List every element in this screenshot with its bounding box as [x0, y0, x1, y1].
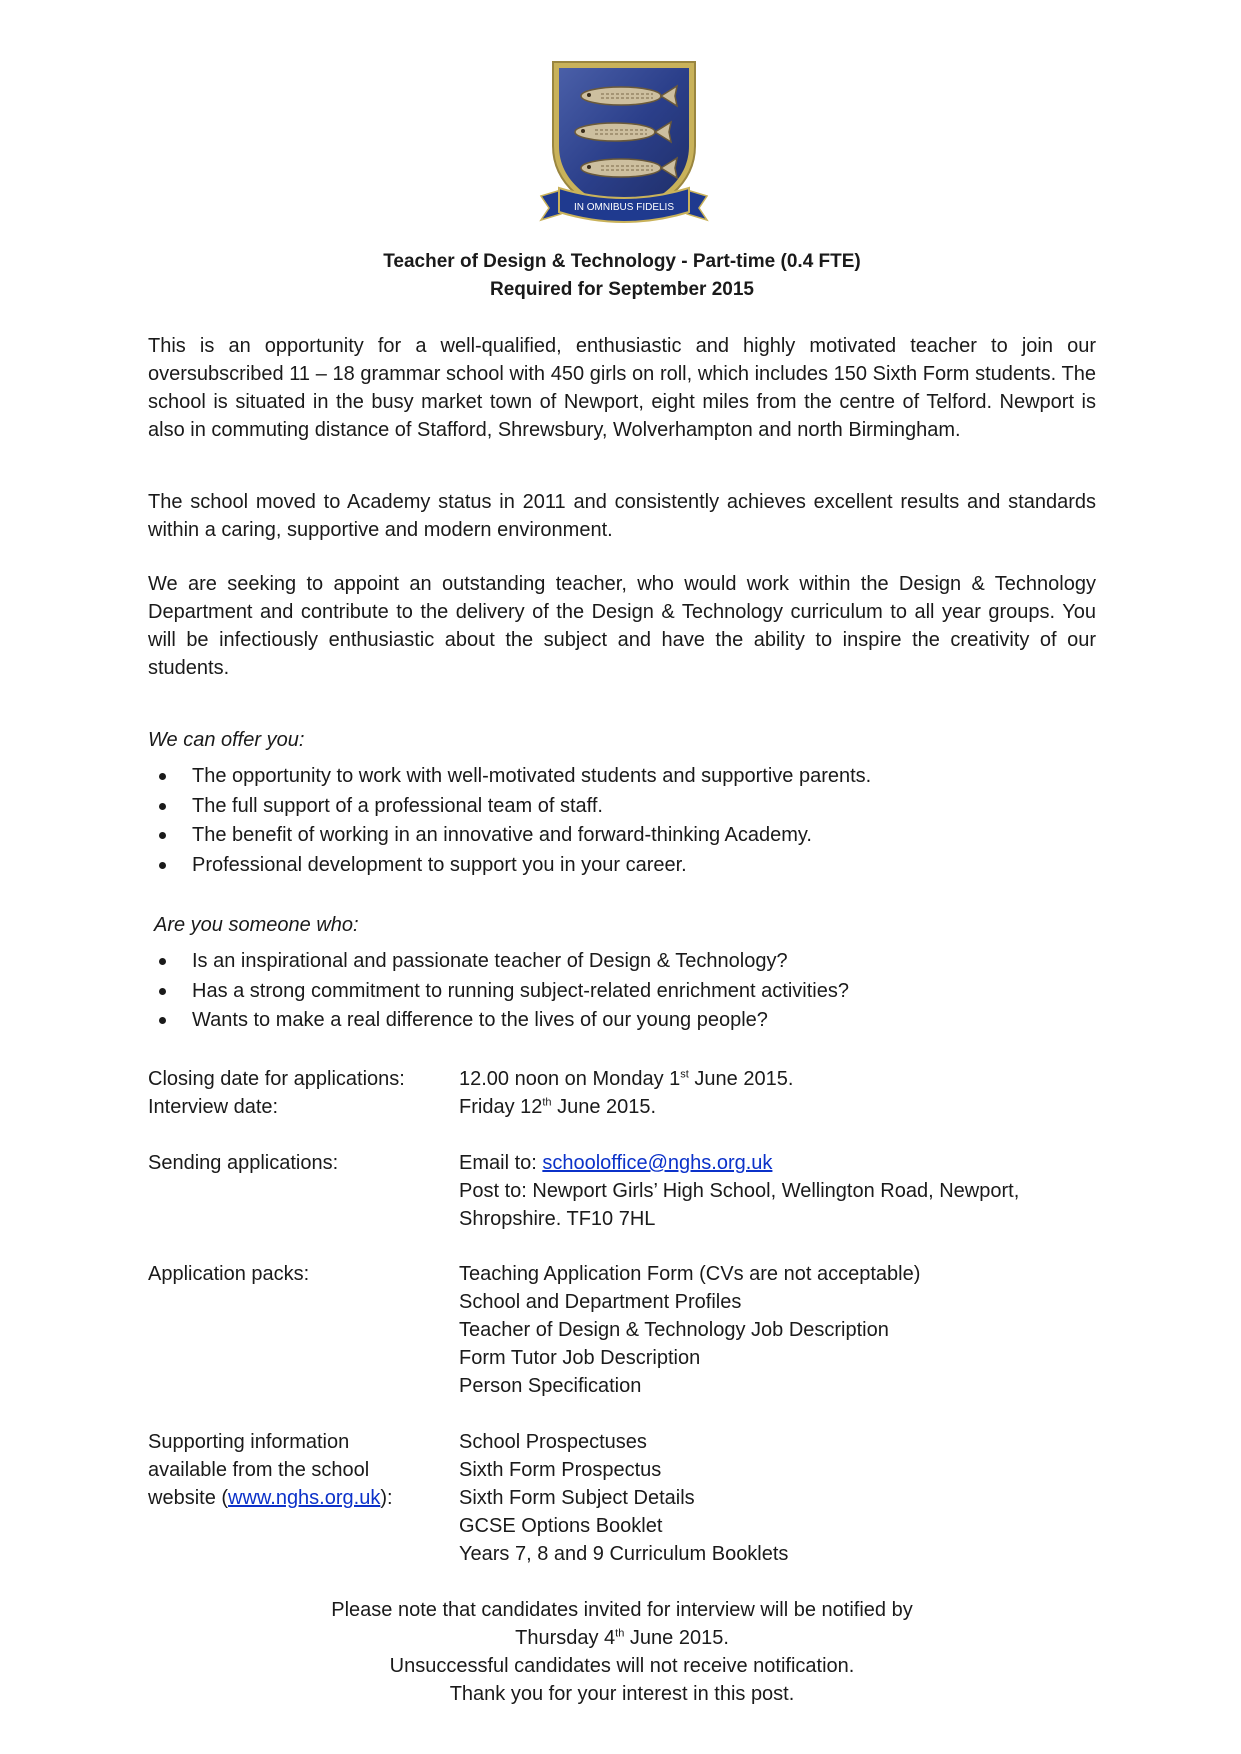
title-line-2: Required for September 2015 [490, 279, 754, 300]
title-line-1: Teacher of Design & Technology - Part-time (0.4 FTE) [383, 251, 861, 272]
pack-item: Person Specification [459, 1375, 642, 1397]
interview-date-value: Friday 12th June 2015. [459, 1096, 657, 1118]
someone-heading: Are you someone who: [154, 914, 359, 936]
packs-label: Application packs: [148, 1263, 310, 1285]
offer-heading: We can offer you: [148, 729, 305, 751]
role-paragraph: We are seeking to appoint an outstanding teacher, who would work within the Design & Technology Department and contribute to the delivery of the Design & Technology curriculum to all year groups. You will be infectiously enthusiastic about the subject and have the ability to inspire the creativity of our students. [148, 573, 1096, 679]
intro-paragraph: This is an opportunity for a well-qualified, enthusiastic and highly motivated teacher to join our oversubscribed 11 – 18 grammar school with 450 girls on roll, which includes 150 Sixth Form students. The school is situated in the busy market town of Newport, eight miles from the centre of Telford. Newport is also in commuting distance of Stafford, Shrewsbury, Wolverhampton and north Birmingham. [148, 335, 1096, 441]
support-item: School Prospectuses [459, 1431, 647, 1453]
list-item: Professional development to support you in your career. [148, 851, 1096, 881]
bullet-icon [159, 988, 166, 995]
advert-title [148, 248, 1096, 304]
closing-date-value: 12.00 noon on Monday 1st June 2015. [459, 1068, 794, 1090]
list-item: The benefit of working in an innovative and forward-thinking Academy. [148, 821, 1096, 851]
someone-list [148, 947, 1096, 1036]
interview-date-label: Interview date: [148, 1096, 279, 1118]
footer-line-3: Unsuccessful candidates will not receive notification. [389, 1655, 855, 1677]
pack-item: School and Department Profiles [459, 1291, 742, 1313]
post-line-2: Shropshire. TF10 7HL [459, 1208, 656, 1230]
list-item: Has a strong commitment to running subject-related enrichment activities? [148, 977, 1096, 1007]
pack-item: Teacher of Design & Technology Job Description [459, 1319, 889, 1341]
bullet-icon [159, 958, 166, 965]
offer-list [148, 762, 1096, 880]
list-item: Is an inspirational and passionate teacher of Design & Technology? [148, 947, 1096, 977]
website-link[interactable]: www.nghs.org.uk [228, 1487, 381, 1509]
email-link[interactable]: schooloffice@nghs.org.uk [542, 1152, 773, 1174]
support-item: Years 7, 8 and 9 Curriculum Booklets [459, 1543, 789, 1565]
support-item: Sixth Form Prospectus [459, 1459, 662, 1481]
bullet-icon [159, 1017, 166, 1024]
crest-motto: IN OMNIBUS FIDELIS [573, 202, 675, 213]
list-item: The opportunity to work with well-motivated students and supportive parents. [148, 762, 1096, 792]
support-label-line-2: available from the school [148, 1459, 370, 1481]
bullet-icon [159, 773, 166, 780]
bullet-icon [159, 862, 166, 869]
support-label-line-1: Supporting information [148, 1431, 350, 1453]
closing-date-label: Closing date for applications: [148, 1068, 405, 1090]
list-item: Wants to make a real difference to the lives of our young people? [148, 1006, 1096, 1036]
school-crest-logo [539, 58, 709, 236]
footer-line-4: Thank you for your interest in this post. [449, 1683, 795, 1705]
sending-label: Sending applications: [148, 1152, 339, 1174]
support-item: Sixth Form Subject Details [459, 1487, 695, 1509]
footer-line-1: Please note that candidates invited for interview will be notified by [331, 1599, 913, 1621]
academy-paragraph: The school moved to Academy status in 2011 and consistently achieves excellent results and standards within a caring, supportive and modern environment. [148, 491, 1096, 541]
support-item: GCSE Options Booklet [459, 1515, 663, 1537]
email-line: Email to: schooloffice@nghs.org.uk [459, 1152, 773, 1174]
bullet-icon [159, 832, 166, 839]
footer-note [148, 1596, 1096, 1708]
bullet-icon [159, 803, 166, 810]
support-label-line-3: website (www.nghs.org.uk): [148, 1487, 393, 1509]
pack-item: Teaching Application Form (CVs are not acceptable) [459, 1263, 921, 1285]
footer-line-2: Thursday 4th June 2015. [515, 1627, 729, 1649]
job-advert-page [148, 0, 1096, 1754]
pack-item: Form Tutor Job Description [459, 1347, 701, 1369]
post-line-1: Post to: Newport Girls’ High School, Wellington Road, Newport, [459, 1180, 1020, 1202]
list-item: The full support of a professional team of staff. [148, 792, 1096, 822]
